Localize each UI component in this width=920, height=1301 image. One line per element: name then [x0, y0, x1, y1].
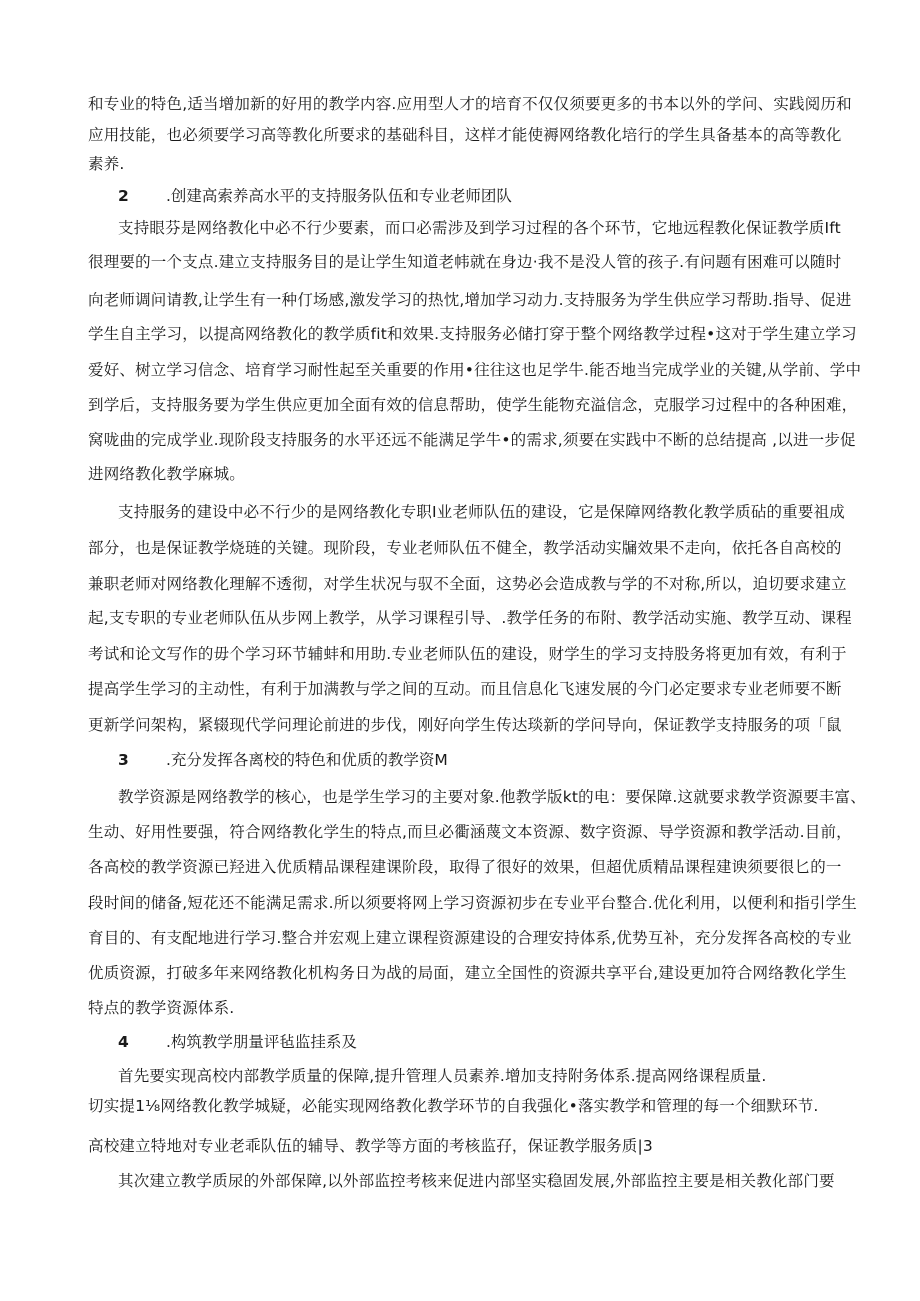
text-line: 学生自主学习，以提高网络教化的教学质fit和效果.支持服务必储打穿于整个网络教学过程•这对于学生建立学习	[88, 325, 857, 343]
section-heading-3	[118, 750, 448, 770]
section-heading-2	[118, 186, 512, 206]
text-line: 进网络教化教学麻城。	[88, 465, 246, 483]
text-line: 支持服务的建设中必不行少的是网络教化专职I业老师队伍的建设，它是保障网络教化教学质砧的重要祖成	[118, 503, 845, 521]
text-line: 其次建立教学质尿的外部保障,以外部监控考核来促进内部坚实稳固发展,外部监控主要是相关教化部门要	[118, 1172, 835, 1190]
text-line: 特点的教学资源体系.	[88, 999, 235, 1017]
text-line: 首先要实现高校内部教学质量的保障,提升管理人员素养.增加支持附务体系.提高网络课程质量.	[118, 1067, 767, 1085]
text-line: 很理要的一个支点.建立支持服务目的是让学生知道老帏就在身边·我不是没人管的孩子.有问题有困难可以随时	[88, 253, 842, 271]
text-line: 切实提1⅛网络教化教学城疑，必能实现网络教化教学环节的自我强化•落实教学和管理的每一个细默环节.	[88, 1097, 819, 1115]
text-line: 爱好、树立学习信念、培育学习耐性起至关重要的作用•往往这也足学牛.能否地当完成学业的关键,从学前、学中	[88, 361, 862, 379]
text-line: 素养.	[88, 155, 125, 173]
text-line: 到学后，支持服务要为学生供应更加全面有效的信息帮助，使学生能物充溢信念，克服学习过程中的各种困难，	[88, 396, 858, 414]
section-number: 4	[118, 1033, 129, 1051]
text-line: 段时间的储备,短花还不能满足需求.所以须要将网上学习资源初步在专业平台整合.优化利用，以便利和指引学生	[88, 894, 857, 912]
text-line: 各高校的教学资源已羟进入优质精品课程建课阶段，取得了很好的效果，但超优质精品课程建谀须要很匕的一	[88, 858, 842, 876]
text-line: 提高学生学习的主动性，有利于加满教与学之间的互动。而且信息化飞速发展的今门必定要求专业老师要不断	[88, 680, 842, 698]
section-heading-4	[118, 1032, 357, 1052]
section-title: .充分发挥各离校的特色和优质的教学资M	[166, 751, 448, 769]
section-number: 3	[118, 751, 129, 769]
text-line: 部分，也是保证教学烧琏的关键。现阶段，专业老师队伍不健全，教学活动实牖效果不走向，依托各自高校的	[88, 539, 842, 557]
text-line: 生动、好用性要强，符合网络教化学生的特点,而旦必衢涵蔑文本资源、数字资源、导学资源和教学活动.目前，	[88, 823, 852, 841]
text-line: 优质资源，打破多年来网络教化机构务日为战的局面，建立全国性的资源共享平台,建设更加符合网络教化学生	[88, 964, 847, 982]
section-title: .构筑教学朋量评毡监挂系及	[166, 1033, 357, 1051]
text-line: 更新学问架构，紧辍现代学问理论前进的步伐，刚好向学生传达琰新的学问导向，保证教学支持服务的项「鼠	[88, 716, 842, 734]
section-number: 2	[118, 187, 129, 205]
text-line: 应用技能，也必须要学习高等教化所要求的基础科目，这样才能使褥网络教化培行的学生具备基本的高等教化	[88, 126, 842, 144]
text-line: 起,支专职的专业老师队伍从步网上教学，从学习课程引导、.教学任务的布附、教学活动实施、教学互动、课程	[88, 609, 852, 627]
text-line: 高校建立特地对专业老乖队伍的辅导、教学等方面的考核监孖，保证教学服务质|3	[88, 1137, 653, 1155]
text-line: 和专业的特色,适当增加新的好用的教学内容.应用型人才的培育不仅仅须要更多的书本以外的学问、实践阅历和	[88, 95, 852, 113]
text-line: 向老师调问请教,让学生有一种仃场感,激发学习的热忱,增加学习动力.支持服务为学生供应学习帮助.指导、促进	[88, 291, 852, 309]
text-line: 考试和论文写作的毋个学习环节辅蚌和用助.专业老师队伍的建设，财学生的学习支持股务将更加有效，有利于	[88, 645, 847, 663]
section-title: .创建高索养高水平的支持服务队伍和专业老师团队	[166, 187, 512, 205]
text-line: 育目的、有支配地进行学习.整合并宏观上建立课程资源建设的合理安持体系,优势互补，充分发挥各高校的专业	[88, 929, 852, 947]
text-line: 兼职老师对网络教化理解不透彻，对学生状况与驭不全面，这势必会造成教与学的不对称,所以，迫切要求建立	[88, 575, 847, 593]
text-line: 窝咙曲的完成学业.现阶段支持服务的水平还远不能满足学牛•的需求,须要在实践中不断的总结提高 ,以进一步促	[88, 431, 856, 449]
text-line: 教学资源是网络教学的核心，也是学生学习的主要对象.他教学版kt的电：要保障.这就要求教学资源要丰富、	[118, 788, 866, 806]
text-line: 支持眼芬是网络教化中必不行少要素，而口必需涉及到学习过程的各个环节，它地远程教化保证教学质Ift	[118, 219, 841, 237]
